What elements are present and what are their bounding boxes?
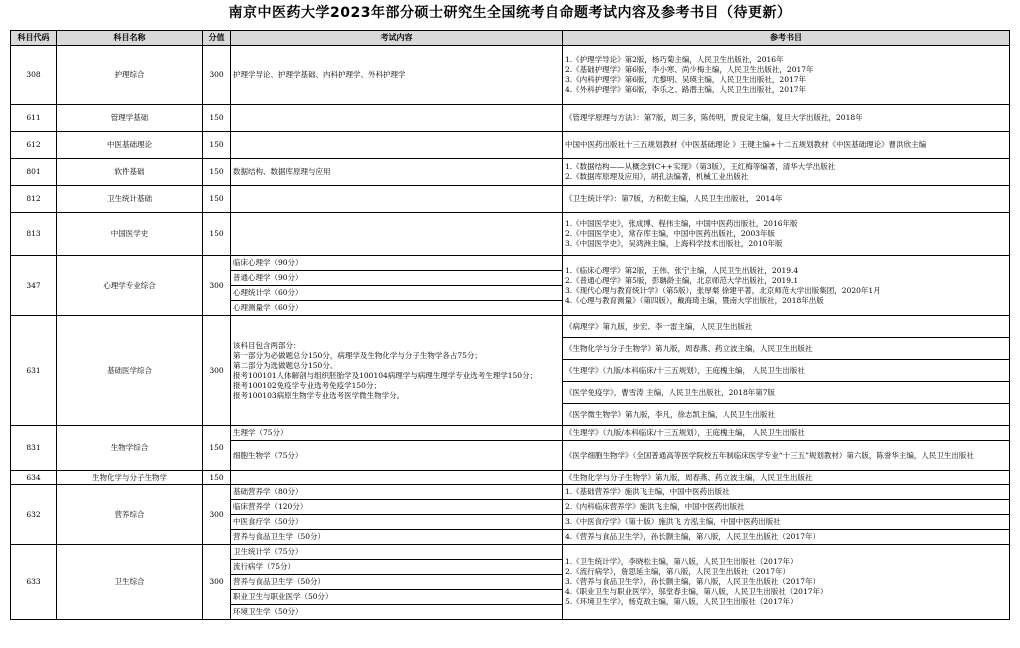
subject-name: 中国医学史 [57, 213, 203, 256]
table-row [11, 545, 1010, 560]
table-row [11, 316, 1010, 338]
subject-code: 612 [11, 132, 57, 159]
reference-item: 2.《普通心理学》第5版，彭聃龄主编，北京师范大学出版社，2019.1 [565, 275, 799, 285]
exam-content-line: 报考100102免疫学专业选考免疫学150分； [233, 380, 381, 390]
exam-content-line: 该科目包含两部分： [233, 340, 301, 350]
subject-score: 150 [203, 105, 231, 132]
exam-content-item: 临床心理学（90分） [231, 256, 563, 271]
reference-item: 4.《心理与教育测量》（第四版），戴海琦主编，暨南大学出版社，2018年出版 [565, 295, 824, 305]
exam-content: 护理学导论、护理学基础、内科护理学、外科护理学 [231, 46, 563, 105]
reference-item: 2.《基础护理学》第6版，李小寒、尚少梅主编，人民卫生出版社，2017年 [565, 65, 814, 74]
exam-content-line: 第一部分为必做题总分150分，病理学及生物化学与分子生物学各占75分； [233, 350, 482, 360]
exam-content-item: 流行病学（75分） [231, 560, 563, 575]
table-row [11, 159, 1010, 186]
subject-code: 801 [11, 159, 57, 186]
reference-books: 中国中医药出版社十三五规划教材《中医基础理论 》王键主编+十二五规划教材《中医基础理论》曹洪欣主编 [563, 132, 1010, 159]
reference-item: 3.《中医食疗学》（第十版）施洪飞 方泓主编，中国中医药出版社 [563, 515, 1010, 530]
exam-table [10, 30, 1010, 620]
reference-books [563, 159, 1010, 186]
exam-content [231, 471, 563, 485]
reference-item: 2.《数据库原理及应用》，胡孔法编著，机械工业出版社 [565, 172, 749, 181]
exam-content [231, 132, 563, 159]
exam-content-item: 营养与食品卫生学（50分） [231, 575, 563, 590]
reference-item: 2.《中国医学史》，常存库主编，中国中医药出版社，2003年版 [565, 229, 775, 238]
table-row [11, 485, 1010, 500]
exam-content [231, 186, 563, 213]
subject-code: 813 [11, 213, 57, 256]
subject-code: 611 [11, 105, 57, 132]
exam-content-item: 心理统计学（60分） [231, 286, 563, 301]
subject-code: 632 [11, 485, 57, 545]
reference-books [563, 256, 1010, 316]
table-row [11, 256, 1010, 271]
exam-content-line: 报考100103病原生物学专业选考医学微生物学分。 [233, 390, 405, 400]
subject-code: 812 [11, 186, 57, 213]
exam-content-item: 中医食疗学（50分） [231, 515, 563, 530]
subject-code: 634 [11, 471, 57, 485]
header-row [11, 31, 1010, 46]
subject-code: 347 [11, 256, 57, 316]
exam-content-item: 生理学（75分） [231, 426, 563, 441]
subject-name: 中医基础理论 [57, 132, 203, 159]
reference-item: 《生理学》（九版/本科临床/十三五规划），王庭槐主编， 人民卫生出版社 [563, 360, 1010, 382]
reference-item: 5.《环境卫生学》，杨克敌主编，第八版，人民卫生出版社（2017年） [565, 597, 798, 606]
subject-code: 633 [11, 545, 57, 620]
exam-content-item: 基础营养学（80分） [231, 485, 563, 500]
subject-score: 150 [203, 213, 231, 256]
reference-books [563, 46, 1010, 105]
subject-score: 150 [203, 132, 231, 159]
reference-books: 《管理学原理与方法》：第7版，周三多，陈传明，贾良定主编，复旦大学出版社，2018年 [563, 105, 1010, 132]
reference-item: 1.《临床心理学》第2版，王伟、张宁主编，人民卫生出版社，2019.4 [565, 265, 799, 275]
reference-item: 《病理学》第九版，步宏、李一雷主编，人民卫生出版社 [563, 316, 1010, 338]
subject-score: 300 [203, 485, 231, 545]
subject-name: 护理综合 [57, 46, 203, 105]
reference-item: 4.《营养与食品卫生学》，孙长颢主编，第八版，人民卫生出版社（2017年） [563, 530, 1010, 545]
exam-content-line: 报考100101人体解剖与组织胚胎学及100104病理学与病理生理学专业选考生理学150分； [233, 370, 538, 380]
header-content: 考试内容 [231, 31, 563, 46]
reference-books: 《卫生统计学》：第7版，方积乾主编，人民卫生出版社， 2014年 [563, 186, 1010, 213]
subject-score: 150 [203, 159, 231, 186]
exam-content-item: 细胞生物学（75分） [231, 441, 563, 471]
exam-content-item: 临床营养学（120分） [231, 500, 563, 515]
exam-content [231, 105, 563, 132]
exam-content-item: 卫生统计学（75分） [231, 545, 563, 560]
table-row [11, 132, 1010, 159]
reference-item: 3.《营养与食品卫生学》，孙长颢主编，第八版，人民卫生出版社（2017年） [565, 577, 820, 586]
reference-item: 1.《中国医学史》，张成博、程伟主编，中国中医药出版社，2016年版 [565, 219, 798, 228]
reference-item: 《生物化学与分子生物学》第九版，周春燕、药立波主编，人民卫生出版社 [563, 338, 1010, 360]
reference-books [563, 545, 1010, 620]
header-score: 分值 [203, 31, 231, 46]
reference-item: 2.《内科临床营养学》施洪飞主编，中国中医药出版社 [563, 500, 1010, 515]
reference-item: 3.《内科护理学》第6版，尤黎明、吴瑛主编，人民卫生出版社，2017年 [565, 75, 807, 84]
table-row [11, 213, 1010, 256]
reference-books: 《生物化学与分子生物学》第九版，周春燕、药立波主编，人民卫生出版社 [563, 471, 1010, 485]
subject-name: 卫生统计基础 [57, 186, 203, 213]
exam-content: 数据结构、数据库原理与应用 [231, 159, 563, 186]
reference-item: 《医学细胞生物学》（全国普通高等医学院校五年制临床医学专业“十三五”规划教材）第六版，陈誉华主编，人民卫生出版社 [563, 441, 1010, 471]
subject-code: 308 [11, 46, 57, 105]
subject-name: 软件基础 [57, 159, 203, 186]
reference-item: 4.《职业卫生与职业医学》，邬堂春主编，第八版，人民卫生出版社（2017年） [565, 587, 828, 596]
table-row [11, 46, 1010, 105]
subject-name: 卫生综合 [57, 545, 203, 620]
subject-name: 生物化学与分子生物学 [57, 471, 203, 485]
table-row [11, 105, 1010, 132]
subject-code: 831 [11, 426, 57, 471]
reference-item: 1.《数据结构——从概念到C++实现》（第3版），王红梅等编著，清华大学出版社 [565, 162, 836, 171]
reference-item: 3.《现代心理与教育统计学》（第5版），张厚粲 徐建平著，北京师范大学出版集团，2020年1月 [565, 285, 881, 295]
subject-name: 生物学综合 [57, 426, 203, 471]
subject-score: 300 [203, 316, 231, 426]
exam-content [231, 213, 563, 256]
table-row [11, 426, 1010, 441]
subject-score: 300 [203, 46, 231, 105]
header-name: 科目名称 [57, 31, 203, 46]
exam-content-item: 环境卫生学（50分） [231, 605, 563, 620]
exam-content-line: 第二部分为选做题总分150分。 [233, 360, 338, 370]
subject-name: 基础医学综合 [57, 316, 203, 426]
reference-item: 3.《中国医学史》，吴鸿洲主编，上海科学技术出版社，2010年版 [565, 239, 783, 248]
table-row [11, 186, 1010, 213]
subject-code: 631 [11, 316, 57, 426]
reference-item: 《医学微生物学》第九版，李凡，徐志凯主编，人民卫生出版社 [563, 404, 1010, 426]
header-code: 科目代码 [11, 31, 57, 46]
reference-item: 4.《外科护理学》第6版，李乐之、路潜主编，人民卫生出版社，2017年 [565, 85, 807, 94]
subject-score: 150 [203, 186, 231, 213]
reference-item: 1.《基础营养学》施洪飞主编，中国中医药出版社 [563, 485, 1010, 500]
header-refs: 参考书目 [563, 31, 1010, 46]
reference-books [563, 213, 1010, 256]
subject-name: 管理学基础 [57, 105, 203, 132]
reference-item: 1.《卫生统计学》，李晓松主编，第八版，人民卫生出版社（2017年） [565, 557, 798, 566]
subject-score: 300 [203, 545, 231, 620]
exam-content-item: 心理测量学（60分） [231, 301, 563, 316]
page-title: 南京中医药大学2023年部分硕士研究生全国统考自命题考试内容及参考书目（待更新） [228, 5, 792, 21]
exam-content-item: 营养与食品卫生学（50分） [231, 530, 563, 545]
reference-item: 《生理学》（九版/本科临床/十三五规划），王庭槐主编， 人民卫生出版社 [563, 426, 1010, 441]
exam-content [231, 316, 563, 426]
subject-score: 300 [203, 256, 231, 316]
reference-item: 《医学免疫学》，曹雪涛 主编，人民卫生出版社，2018年第7版 [563, 382, 1010, 404]
exam-content-item: 普通心理学（90分） [231, 271, 563, 286]
reference-item: 1.《护理学导论》第2版，杨巧菊主编，人民卫生出版社，2016年 [565, 55, 784, 64]
subject-score: 150 [203, 426, 231, 471]
subject-name: 心理学专业综合 [57, 256, 203, 316]
reference-item: 2.《流行病学》，詹思延主编，第八版，人民卫生出版社（2017年） [565, 567, 790, 576]
subject-name: 营养综合 [57, 485, 203, 545]
exam-content-item: 职业卫生与职业医学（50分） [231, 590, 563, 605]
table-row [11, 471, 1010, 485]
subject-score: 150 [203, 471, 231, 485]
